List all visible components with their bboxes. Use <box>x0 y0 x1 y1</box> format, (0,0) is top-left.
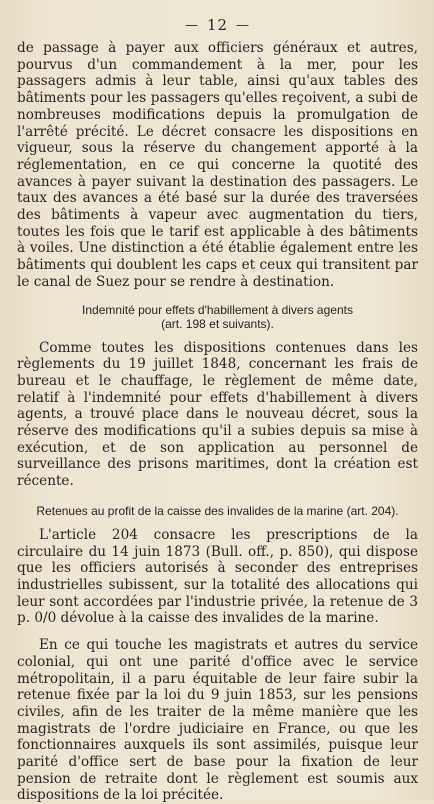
paragraph-habillement: Comme toutes les dispositions contenues dans les règlements du 19 juillet 1848, concernant les frais de bureau et le chauffage, le règlement de même date, relatif à l'indemnité pour effets d'habillement à divers agents, a trouvé place dans le nouveau décret, sous la réserve des modifications qu'il a subies depuis sa mise à exécution, et de son application au personnel de surveillance des prisons maritimes, dont la création est récente. <box>17 339 418 490</box>
page-number: 12 <box>206 16 229 34</box>
section-heading-retenues: Retenues au profit de la caisse des invalides de la marine (art. 204). <box>36 503 399 518</box>
header-dash-right: — <box>236 17 251 33</box>
page-header <box>17 14 418 36</box>
paragraph-article-204: L'article 204 consacre les prescriptions de la circulaire du 14 juin 1873 (Bull. off., p. 850), qui dispose que les officiers autorisés à seconder des entreprises industrielles subissent, sur la totalité des allocations qui leur sont accordées par l'industrie privée, la retenue de 3 p. 0/0 dévolue à la caisse des invalides de la marine. <box>17 526 418 627</box>
paragraph-magistrats: En ce qui touche les magistrats et autres du service colonial, qui ont une parité d'office avec le service métropolitain, il a paru équitable de leur faire subir la retenue fixée par la loi du 9 juin 1853, sur les pensions civiles, afin de les traiter de la même manière que les magistrats de l'ordre judiciaire en France, ou que les fonctionnaires auxquels ils sont assimilés, puisque leur parité d'office sert de base pour la fixation de leur pension de retraite dont le règlement est soumis aux dispositions de la loi précitée. <box>17 637 418 804</box>
section-heading-line: (art. 198 et suivants). <box>161 316 274 331</box>
section-heading-line: Indemnité pour effets d'habillement à divers agents <box>82 302 353 317</box>
header-dash-left: — <box>184 17 199 33</box>
section-heading-habillement <box>17 303 418 331</box>
paragraph-continued: de passage à payer aux officiers généraux et autres, pourvus d'un commandement à la mer, pour les passagers admis à leur table, ainsi qu'aux tables des bâtiments pour les passagers qu'elles reçoivent, a subi de nombreuses modifications depuis la promulgation de l'arrêté précité. Le décret consacre les dispositions en vigueur, sous la réserve du changement apporté à la réglementation, en ce qui concerne la quotité des avances à payer suivant la destination des passagers. Le taux des avances a été basé sur la durée des traversées des bâtiments à vapeur avec augmentation du tiers, toutes les fois que le tarif est applicable à des bâtiments à voiles. Une distinction a été établie également entre les bâtiments qui doublent les caps et ceux qui transitent par le canal de Suez pour se rendre à destination. <box>17 40 418 290</box>
paragraph-gap <box>17 627 418 637</box>
